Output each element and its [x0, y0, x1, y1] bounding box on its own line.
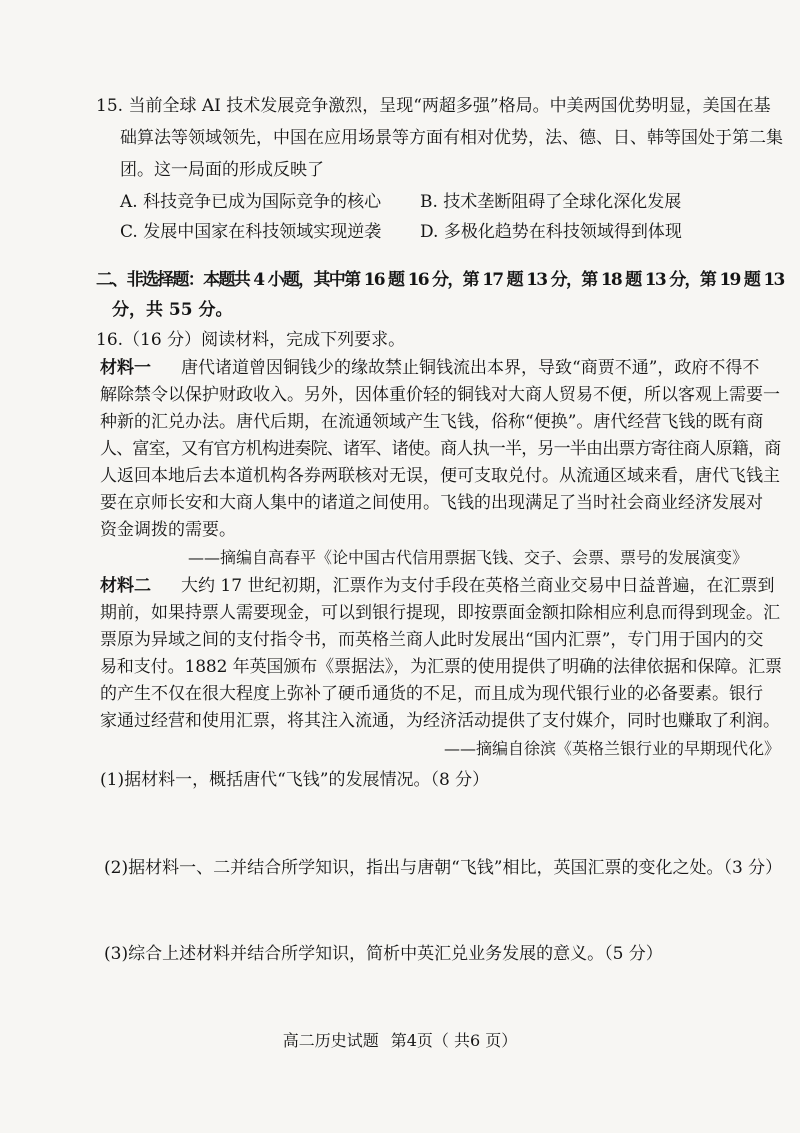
material2-source: ——摘编自徐滨《英格兰银行业的早期现代化》 [443, 739, 780, 758]
material1-line-3: 种新的汇兑办法。唐代后期，在流通领域产生飞钱，俗称“便换”。唐代经营飞钱的既有商 [100, 412, 764, 432]
q15-option-c: C. 发展中国家在科技领域实现逆袭 [120, 222, 382, 242]
material1-line-4: 人、富室，又有官方机构进奏院、诸军、诸使。商人执一半，另一半由出票方寄往商人原籍，商 [100, 439, 781, 459]
material2-line-3: 票原为异域之间的支付指令书，而英格兰商人此时发展出“国内汇票”，专门用于国内的交 [100, 630, 764, 650]
page-footer [0, 1030, 800, 1052]
q16-sub-3: (3)综合上述材料并结合所学知识，简析中英汇兑业务发展的意义。（5 分） [104, 944, 663, 964]
material1-label: 材料一 [100, 358, 151, 378]
material2-label: 材料二 [100, 576, 151, 596]
material1-source: ——摘编自高春平《论中国古代信用票据飞钱、交子、会票、票号的发展演变》 [187, 548, 748, 567]
material2-line-4: 易和支付。1882 年英国颁布《票据法》，为汇票的使用提供了明确的法律依据和保障。汇票 [100, 657, 782, 677]
q15-line-2: 础算法等领域领先，中国在应用场景等方面有相对优势，法、德、日、韩等国处于第二集 [120, 128, 783, 148]
material2-line-6: 家通过经营和使用汇票，将其注入流通，为经济活动提供了支付媒介，同时也赚取了利润。 [100, 711, 780, 731]
q16-sub-2: (2)据材料一、二并结合所学知识，指出与唐朝“飞钱”相比，英国汇票的变化之处。（3 分） [104, 858, 783, 878]
section2-heading-line-2: 分，共 55 分。 [112, 300, 233, 320]
q15-option-b: B. 技术垄断阻碍了全球化深化发展 [420, 192, 682, 212]
material1-line-6: 要在京师长安和大商人集中的诸道之间使用。飞钱的出现满足了当时社会商业经济发展对 [100, 493, 763, 513]
material1-text-1: 唐代诸道曾因铜钱少的缘故禁止铜钱流出本界，导致“商贾不通”，政府不得不 [181, 358, 760, 378]
footer-page-number: 第4页（ 共6 页） [390, 1031, 518, 1050]
q15-line-3: 团。这一局面的形成反映了 [120, 160, 324, 180]
material1-line-5: 人返回本地后去本道机构各券两联核对无误，便可支取兑付。从流通区域来看，唐代飞钱主 [100, 466, 780, 486]
material1-line-7: 资金调拨的需要。 [100, 520, 236, 540]
material1-line-1 [100, 356, 759, 380]
section2-heading-line-1: 二、非选择题：本题共 4 小题，其中第 16 题 16 分，第 17 题 13 分，第 18 题 13 分，第 19 题 13 [96, 270, 784, 290]
q16-stem: 16.（16 分）阅读材料，完成下列要求。 [96, 330, 406, 350]
material1-line-2: 解除禁令以保护财政收入。另外，因体重价轻的铜钱对大商人贸易不便，所以客观上需要一 [100, 385, 780, 405]
q15-option-d: D. 多极化趋势在科技领域得到体现 [420, 222, 682, 242]
footer-subject: 高二历史试题 [282, 1031, 379, 1050]
material2-text-1: 大约 17 世纪初期，汇票作为支付手段在英格兰商业交易中日益普遍，在汇票到 [181, 576, 775, 596]
material2-line-1 [100, 574, 774, 598]
material2-line-5: 的产生不仅在很大程度上弥补了硬币通货的不足，而且成为现代银行业的必备要素。银行 [100, 684, 763, 704]
q16-sub-1: (1)据材料一，概括唐代“飞钱”的发展情况。（8 分） [100, 770, 490, 790]
material2-line-2: 期前，如果持票人需要现金，可以到银行提现，即按票面金额扣除相应利息而得到现金。汇 [100, 603, 780, 623]
q15-option-a: A. 科技竞争已成为国际竞争的核心 [120, 192, 382, 212]
q15-line-1: 15. 当前全球 AI 技术发展竞争激烈，呈现“两超多强”格局。中美两国优势明显，美国在基 [96, 96, 771, 116]
